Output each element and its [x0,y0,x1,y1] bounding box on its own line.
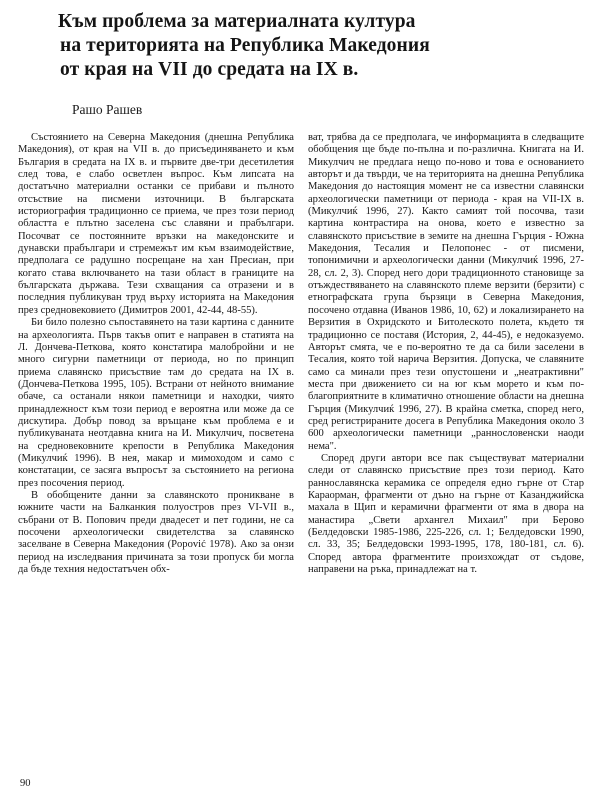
paragraph: ват, трябва да се предполага, че информацията в следващите обобщения ще бъде по-пълна и по-различна. Книгата на И. Микулчич не предлага нещо по-ново и това е основанието авторът и да твърди, че на територията на днешна Република Македония до настоящия момент не са известни славянски археологически паметници от периода - края на VII-IX в. (Микулчиќ 1996, 27). Както самият той посочва, тази картина контрастира на онова, което е известно за славянското присъствие в земите на днешна Гърция - Южна Македония, Тесалия и Пелопонес - от писмени, топонимични и археологически данни (Микулчиќ 1996, 27-28, сл. 2, 3). Според него дори традиционното становище за отъждествяването на славянското племе верзити (берзити) с етнографската група бързяци в Северна Македония, посочено отдавна (Иванов 1986, 10, 62) и локализирането на Верзития в Охридското и Битолеското полета, където тя традиционно се поставя (История, 2, 44-45), е недоказуемо. Авторът смята, че е по-вероятно те да са били заселени в Тесалия, която той нарича Верзития. Допуска, че славяните само са минали през тези опустошени и „неатрактивни" места при движението си на юг към морето и към по-благоприятните в климатично отношение области на днешна Гърция (Микулчиќ 1996, 27). В крайна сметка, според него, сред регистрираните досега в Република Македония около 3 600 археологически паметници „раннословенски наоди нема". [308,132,584,452]
right-column [308,132,584,576]
author-name: Рашо Рашев [72,102,143,117]
title-block [0,0,600,82]
title-line-2: на територията на Република Македония [60,35,430,56]
paragraph: Би било полезно съпоставянето на тази картина с данните на археологията. Първ такъв опит е направен в статията на Л. Дончева-Петкова, която констатира малобройни и не много сигурни паметници от периода, но по принцип приема славянско присъствие там до средата на IX в. (Дончева-Петкова 1995, 105). Встрани от нейното внимание обаче, са останали някои паметници и находки, чиято принадлежност към този период е вероятна или може да се дискутира. Добър повод за връщане към проблема е и публикуваната неотдавна книга на И. Микулчич, посветена на средновековните крепости в Република Македония (Микулчиќ 1996). В нея, макар и мимоходом и само с констатации, се засяга въпросът за състоянието на региона през посочения период. [18,317,294,489]
paragraph: В обобщените данни за славянското проникване в южните части на Балканкия полуостров през VI-VII в., събрани от В. Попович преди двадесет и пет години, не са посочени археологически свидетелства за славянско заселване в Северна Македония (Popović 1978). Ако за онзи период на изследвания причината за този пропуск би могла да бъде техния недостатъчен обх- [18,489,294,576]
title-line-3: от края на VII до средата на IX в. [60,59,359,80]
left-column [18,132,294,576]
page-number: 90 [20,778,31,789]
body-columns [18,132,584,576]
title-line-1: Към проблема за материалната култура [58,11,416,32]
paragraph: Състоянието на Северна Македония (днешна Република Македония), от края на VII в. до присъединяването и към България в средата на IX в. и първите две-три десетилетия след това, е слабо осветлен въпрос. Към липсата на достатъчно материални останки се прибави и пълното отсъствие на писмени източници. В българската историография традиционно се приема, че през този период областта е плътно заселена със славяни и прабългари. Посочват се постоянните връзки на македонските и дунавски прабългари и стремежът им към взаимодействие, предполага се радушно посрещане на хан Пресиан, при когато става включването на тази област в границите на българската държава. Тези схващания са отразени и в последния публикуван труд върху историята на Македония през средновековието (Димитров 2001, 42-44, 48-55). [18,132,294,316]
paragraph: Според други автори все пак съществуват материални следи от славянско присъствие през този период. Като раннославянска керамика се определя едно гърне от Стар Караорман, фрагменти от дъно на гърне от Казанджийска махала в Щип и керамични фрагменти от яма в двора на манастира „Свети архангел Михаил" при Берово (Белдедовски 1985-1986, 225-226, сл. 1; Белдедовски 1990, сл. 33, 35; Белдедовски 1993-1995, 178, 180-181, сл. 6). Според автора фрагментите произхождат от съдове, направени на ръка, принадлежат на т. [308,452,584,576]
